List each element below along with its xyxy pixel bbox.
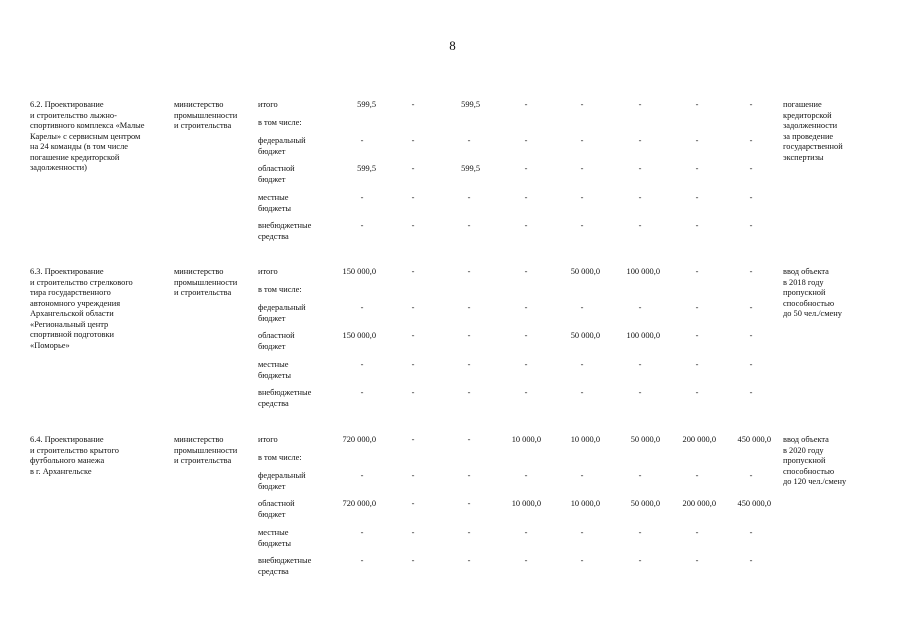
table-cell: - <box>467 388 471 397</box>
table-cell: - <box>580 100 584 109</box>
table-cell: - <box>749 267 753 276</box>
table-cell: - <box>411 388 415 397</box>
table-cell: - <box>638 164 642 173</box>
table-cell: - <box>638 471 642 480</box>
table-cell: - <box>411 331 415 340</box>
table-cell: 50 000,0 <box>630 435 660 444</box>
table-cell: - <box>524 136 528 145</box>
table-cell: - <box>749 556 753 565</box>
table-cell: - <box>580 193 584 202</box>
table-cell: - <box>695 193 699 202</box>
table-cell: - <box>638 303 642 312</box>
table-cell: - <box>411 303 415 312</box>
table-cell: - <box>411 471 415 480</box>
table-cell: - <box>411 528 415 537</box>
table-cell: - <box>411 360 415 369</box>
table-cell: - <box>524 303 528 312</box>
table-cell: - <box>524 360 528 369</box>
table-cell: - <box>360 221 364 230</box>
table-cell: - <box>638 193 642 202</box>
table-cell: - <box>524 164 528 173</box>
table-cell: - <box>580 136 584 145</box>
table-cell: - <box>411 267 415 276</box>
table-cell: - <box>695 221 699 230</box>
table-cell: - <box>695 164 699 173</box>
row-label: областной бюджет <box>258 164 295 184</box>
table-cell: - <box>411 556 415 565</box>
table-cell: - <box>411 164 415 173</box>
table-cell: - <box>638 360 642 369</box>
table-cell: - <box>695 267 699 276</box>
table-cell: - <box>638 136 642 145</box>
table-cell: - <box>580 388 584 397</box>
table-cell: - <box>580 360 584 369</box>
table-cell: - <box>360 471 364 480</box>
table-cell: - <box>411 100 415 109</box>
row-label: внебюджетные средства <box>258 556 312 576</box>
table-cell: 200 000,0 <box>682 435 716 444</box>
table-cell: 10 000,0 <box>570 435 600 444</box>
table-cell: - <box>749 303 753 312</box>
row-label: итого <box>258 267 278 276</box>
table-cell: - <box>360 303 364 312</box>
table-cell: 450 000,0 <box>737 435 771 444</box>
table-cell: - <box>411 221 415 230</box>
table-cell: - <box>580 303 584 312</box>
table-cell: - <box>524 471 528 480</box>
table-cell: - <box>467 331 471 340</box>
table-cell: - <box>360 556 364 565</box>
table-cell: - <box>695 303 699 312</box>
table-cell: - <box>467 556 471 565</box>
table-cell: - <box>695 100 699 109</box>
table-cell: - <box>467 499 471 508</box>
table-cell: - <box>580 556 584 565</box>
table-cell: - <box>695 331 699 340</box>
table-cell: - <box>749 471 753 480</box>
table-cell: - <box>695 528 699 537</box>
item-executor: министерство промышленности и строительства <box>174 435 238 465</box>
table-cell: 100 000,0 <box>626 267 660 276</box>
item-executor: министерство промышленности и строительства <box>174 100 238 130</box>
table-cell: - <box>638 528 642 537</box>
item-title: 6.3. Проектирование и строительство стрелкового тира государственного автономного учреждения Архангельской области «Региональный центр спортивной подготовки «Поморье» <box>30 267 133 350</box>
table-cell: 599,5 <box>357 164 376 173</box>
table-cell: - <box>524 100 528 109</box>
row-label: областной бюджет <box>258 499 295 519</box>
table-cell: - <box>411 499 415 508</box>
table-cell: - <box>411 435 415 444</box>
table-cell: - <box>360 193 364 202</box>
table-cell: 720 000,0 <box>342 499 376 508</box>
table-cell: - <box>695 136 699 145</box>
row-label: федеральный бюджет <box>258 136 306 156</box>
table-cell: - <box>749 193 753 202</box>
item-title: 6.2. Проектирование и строительство лыжно- спортивного комплекса «Малые Карелы» с сервисным центром на 24 команды (в том числе погашение кредиторской задолженности) <box>30 100 145 172</box>
item-executor: министерство промышленности и строительства <box>174 267 238 297</box>
table-cell: 100 000,0 <box>626 331 660 340</box>
table-cell: - <box>524 221 528 230</box>
table-cell: - <box>749 331 753 340</box>
table-cell: - <box>524 556 528 565</box>
row-label: федеральный бюджет <box>258 303 306 323</box>
table-cell: - <box>467 136 471 145</box>
table-cell: - <box>467 528 471 537</box>
table-cell: - <box>524 528 528 537</box>
table-cell: - <box>360 360 364 369</box>
row-label: внебюджетные средства <box>258 221 312 241</box>
table-cell: - <box>638 221 642 230</box>
item-result: ввод объекта в 2018 году пропускной способностью до 50 чел./смену <box>783 267 842 318</box>
table-cell: 50 000,0 <box>570 331 600 340</box>
table-cell: 599,5 <box>461 164 480 173</box>
table-cell: - <box>467 471 471 480</box>
table-cell: - <box>360 528 364 537</box>
row-label: федеральный бюджет <box>258 471 306 491</box>
row-label: внебюджетные средства <box>258 388 312 408</box>
table-cell: - <box>580 221 584 230</box>
table-cell: 450 000,0 <box>737 499 771 508</box>
table-cell: - <box>638 556 642 565</box>
table-cell: 599,5 <box>461 100 480 109</box>
table-cell: - <box>467 303 471 312</box>
row-label: в том числе: <box>258 453 302 462</box>
table-cell: 599,5 <box>357 100 376 109</box>
table-cell: - <box>524 331 528 340</box>
table-cell: - <box>749 100 753 109</box>
row-label: местные бюджеты <box>258 528 292 548</box>
table-cell: - <box>749 164 753 173</box>
table-cell: - <box>749 388 753 397</box>
table-cell: - <box>695 556 699 565</box>
table-cell: - <box>695 471 699 480</box>
table-cell: - <box>580 164 584 173</box>
table-cell: - <box>695 388 699 397</box>
item-result: ввод объекта в 2020 году пропускной способностью до 120 чел./смену <box>783 435 847 486</box>
table-cell: - <box>638 100 642 109</box>
row-label: местные бюджеты <box>258 193 292 213</box>
table-cell: 150 000,0 <box>342 331 376 340</box>
table-cell: - <box>467 221 471 230</box>
row-label: в том числе: <box>258 118 302 127</box>
table-cell: 10 000,0 <box>511 435 541 444</box>
table-cell: - <box>467 360 471 369</box>
table-cell: - <box>467 267 471 276</box>
table-cell: 50 000,0 <box>570 267 600 276</box>
item-title: 6.4. Проектирование и строительство крытого футбольного манежа в г. Архангельске <box>30 435 119 476</box>
row-label: итого <box>258 435 278 444</box>
table-cell: 50 000,0 <box>630 499 660 508</box>
table-cell: - <box>749 528 753 537</box>
table-cell: - <box>580 528 584 537</box>
table-cell: - <box>749 221 753 230</box>
table-cell: - <box>524 267 528 276</box>
table-cell: - <box>580 471 584 480</box>
table-cell: - <box>524 388 528 397</box>
table-cell: - <box>467 193 471 202</box>
table-cell: - <box>467 435 471 444</box>
table-cell: 10 000,0 <box>511 499 541 508</box>
row-label: областной бюджет <box>258 331 295 351</box>
table-cell: 150 000,0 <box>342 267 376 276</box>
row-label: в том числе: <box>258 285 302 294</box>
table-cell: - <box>360 388 364 397</box>
page-number: 8 <box>449 38 456 53</box>
table-cell: - <box>695 360 699 369</box>
item-result: погашение кредиторской задолженности за проведение государственной экспертизы <box>783 100 843 162</box>
table-cell: 10 000,0 <box>570 499 600 508</box>
row-label: итого <box>258 100 278 109</box>
table-cell: - <box>411 136 415 145</box>
table-cell: - <box>749 360 753 369</box>
row-label: местные бюджеты <box>258 360 292 380</box>
table-cell: 720 000,0 <box>342 435 376 444</box>
table-cell: - <box>360 136 364 145</box>
table-cell: - <box>411 193 415 202</box>
table-cell: 200 000,0 <box>682 499 716 508</box>
table-cell: - <box>524 193 528 202</box>
table-cell: - <box>749 136 753 145</box>
table-cell: - <box>638 388 642 397</box>
